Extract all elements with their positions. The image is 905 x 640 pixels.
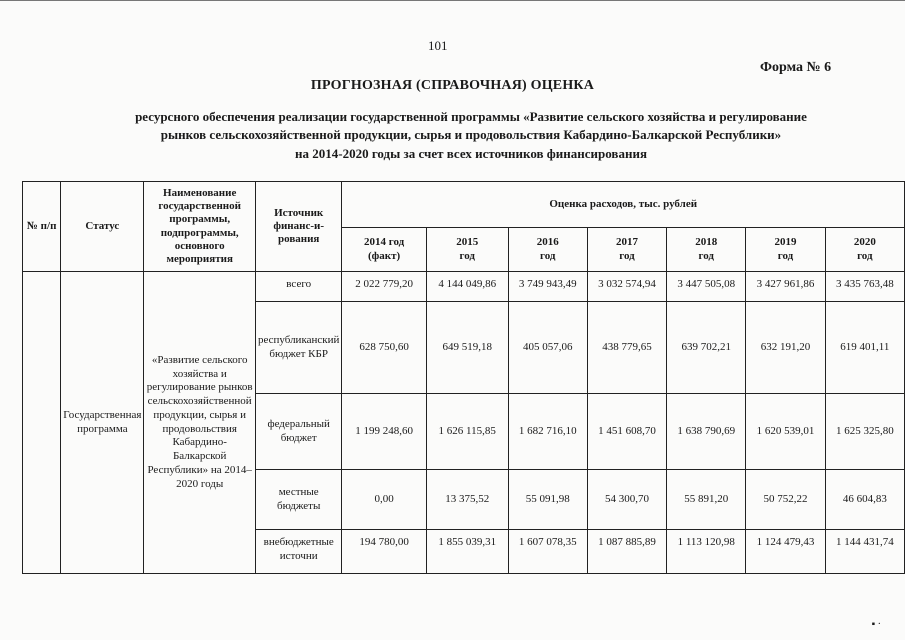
value-cell: 405 057,06 [508, 302, 587, 394]
row-number-cell [23, 272, 61, 574]
value-cell: 619 401,11 [825, 302, 904, 394]
value-cell: 1 682 716,10 [508, 394, 587, 470]
table-row [23, 272, 905, 302]
value-cell: 54 300,70 [587, 470, 666, 530]
document-title: ПРОГНОЗНАЯ (СПРАВОЧНАЯ) ОЦЕНКА [310, 78, 595, 93]
source-cell: внебюджетные источни [255, 530, 341, 574]
header-status: Статус [61, 182, 144, 272]
value-cell: 55 891,20 [667, 470, 746, 530]
header-num: № п/п [23, 182, 61, 272]
program-name-cell: «Развитие сельского хозяйства и регулирование рынков сельскохозяйственной продукции, сырья и продовольствия Кабардино-Балкарской Республики» на 2014–2020 годы [144, 272, 256, 574]
value-cell: 632 191,20 [746, 302, 825, 394]
header-year-2017: 2017 год [587, 228, 666, 272]
value-cell: 3 749 943,49 [508, 272, 587, 302]
value-cell: 2 022 779,20 [342, 272, 426, 302]
value-cell: 0,00 [342, 470, 426, 530]
value-cell: 1 451 608,70 [587, 394, 666, 470]
value-cell: 1 124 479,43 [746, 530, 825, 574]
value-cell: 438 779,65 [587, 302, 666, 394]
value-cell: 4 144 049,86 [426, 272, 508, 302]
scan-marks: ▪ · [871, 619, 881, 630]
value-cell: 3 447 505,08 [667, 272, 746, 302]
form-label: Форма № 6 [760, 60, 832, 75]
value-cell: 1 855 039,31 [426, 530, 508, 574]
value-cell: 194 780,00 [342, 530, 426, 574]
source-cell: республиканский бюджет КБР [255, 302, 341, 394]
value-cell: 1 144 431,74 [825, 530, 904, 574]
value-cell: 639 702,21 [667, 302, 746, 394]
value-cell: 1 199 248,60 [342, 394, 426, 470]
value-cell: 1 625 325,80 [825, 394, 904, 470]
value-cell: 46 604,83 [825, 470, 904, 530]
subtitle-line-1: ресурсного обеспечения реализации государственной программы «Развитие сельского хозяйства и регулирование [135, 109, 807, 124]
value-cell: 3 427 961,86 [746, 272, 825, 302]
value-cell: 55 091,98 [508, 470, 587, 530]
value-cell: 3 435 763,48 [825, 272, 904, 302]
subtitle-line-2: рынков сельскохозяйственной продукции, сырья и продовольствия Кабардино-Балкарской Республики» [160, 127, 782, 142]
value-cell: 50 752,22 [746, 470, 825, 530]
header-year-2014: 2014 год (факт) [342, 228, 426, 272]
header-year-2016: 2016 год [508, 228, 587, 272]
header-year-2019: 2019 год [746, 228, 825, 272]
value-cell: 1 620 539,01 [746, 394, 825, 470]
status-cell: Государственная программа [61, 272, 144, 574]
value-cell: 649 519,18 [426, 302, 508, 394]
resource-estimate-table [22, 181, 905, 574]
value-cell: 1 087 885,89 [587, 530, 666, 574]
value-cell: 1 607 078,35 [508, 530, 587, 574]
value-cell: 3 032 574,94 [587, 272, 666, 302]
subtitle-line-3: на 2014-2020 годы за счет всех источников финансирования [295, 146, 647, 161]
header-year-2020: 2020 год [825, 228, 904, 272]
value-cell: 628 750,60 [342, 302, 426, 394]
page-top-edge [0, 0, 905, 4]
header-name: Наименование государственной программы, подпрограммы, основного мероприятия [144, 182, 256, 272]
value-cell: 1 113 120,98 [667, 530, 746, 574]
header-year-2018: 2018 год [667, 228, 746, 272]
page-number: 101 [428, 38, 448, 53]
source-cell: федеральный бюджет [255, 394, 341, 470]
value-cell: 1 638 790,69 [667, 394, 746, 470]
value-cell: 13 375,52 [426, 470, 508, 530]
value-cell: 1 626 115,85 [426, 394, 508, 470]
header-year-2015: 2015 год [426, 228, 508, 272]
header-source: Источник финанс-и-рования [255, 182, 341, 272]
source-cell: всего [255, 272, 341, 302]
header-estimate: Оценка расходов, тыс. рублей [342, 182, 905, 228]
source-cell: местные бюджеты [255, 470, 341, 530]
